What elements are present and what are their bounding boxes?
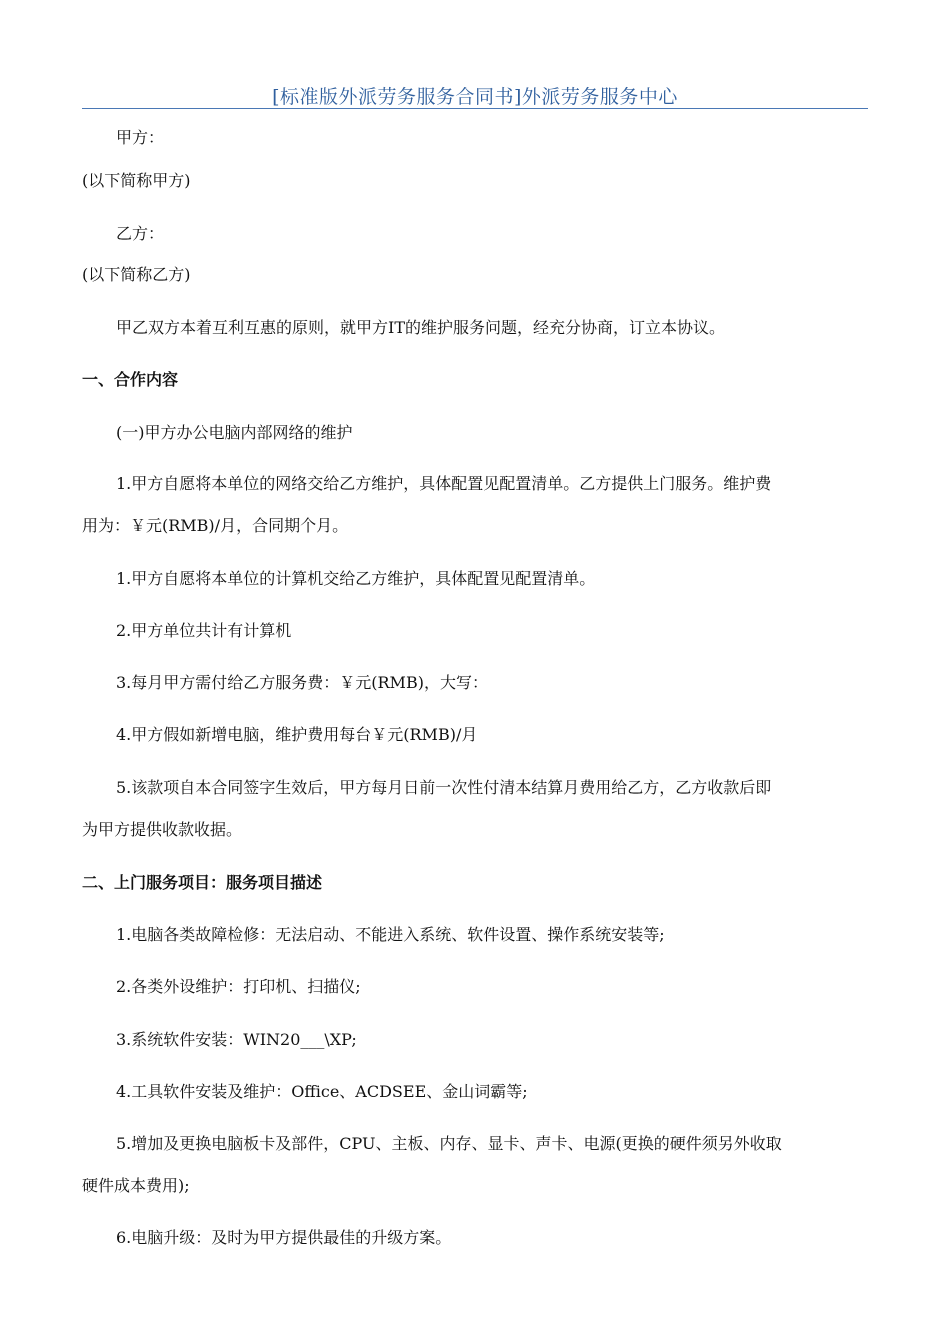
section-1-item-4: 4.甲方假如新增电脑，维护费用每台￥元(RMB)/月 [116, 725, 478, 744]
intro-paragraph: 甲乙双方本着互利互惠的原则，就甲方IT的维护服务问题，经充分协商，订立本协议。 [116, 318, 725, 337]
section-2-item-3: 3.系统软件安装：WIN20___\XP; [116, 1030, 357, 1049]
section-1-item-a-line-1: 1.甲方自愿将本单位的网络交给乙方维护，具体配置见配置清单。乙方提供上门服务。维护费 [116, 474, 772, 493]
section-1-item-b: 1.甲方自愿将本单位的计算机交给乙方维护，具体配置见配置清单。 [116, 569, 596, 588]
section-2-heading: 二、上门服务项目：服务项目描述 [82, 873, 323, 892]
party-b-label: 乙方： [116, 224, 165, 243]
section-2-item-5-line-2: 硬件成本费用); [82, 1176, 190, 1195]
section-1-heading: 一、合作内容 [82, 370, 179, 389]
party-a-label: 甲方： [116, 128, 165, 147]
section-1-sub-heading: (一)甲方办公电脑内部网络的维护 [116, 423, 353, 442]
section-1-item-5-line-2: 为甲方提供收款收据。 [82, 820, 243, 839]
section-1-item-2: 2.甲方单位共计有计算机 [116, 621, 292, 640]
section-2-item-4: 4.工具软件安装及维护：Office、ACDSEE、金山词霸等; [116, 1082, 528, 1101]
section-1-item-5-line-1: 5.该款项自本合同签字生效后，甲方每月日前一次性付清本结算月费用给乙方，乙方收款后即 [116, 778, 772, 797]
section-2-item-6: 6.电脑升级：及时为甲方提供最佳的升级方案。 [116, 1228, 452, 1247]
section-1-item-3: 3.每月甲方需付给乙方服务费：￥元(RMB)，大写： [116, 673, 488, 692]
section-2-item-2: 2.各类外设维护：打印机、扫描仪; [116, 977, 361, 996]
party-a-alias: (以下简称甲方) [82, 171, 191, 190]
section-2-item-1: 1.电脑各类故障检修：无法启动、不能进入系统、软件设置、操作系统安装等; [116, 925, 665, 944]
page-header-title: [标准版外派劳务服务合同书]外派劳务服务中心 [272, 86, 678, 108]
section-1-item-a-line-2: 用为：￥元(RMB)/月，合同期个月。 [82, 516, 349, 535]
section-2-item-5-line-1: 5.增加及更换电脑板卡及部件，CPU、主板、内存、显卡、声卡、电源(更换的硬件须另外收取 [116, 1134, 782, 1153]
party-b-alias: (以下简称乙方) [82, 265, 191, 284]
header-divider [82, 108, 868, 109]
